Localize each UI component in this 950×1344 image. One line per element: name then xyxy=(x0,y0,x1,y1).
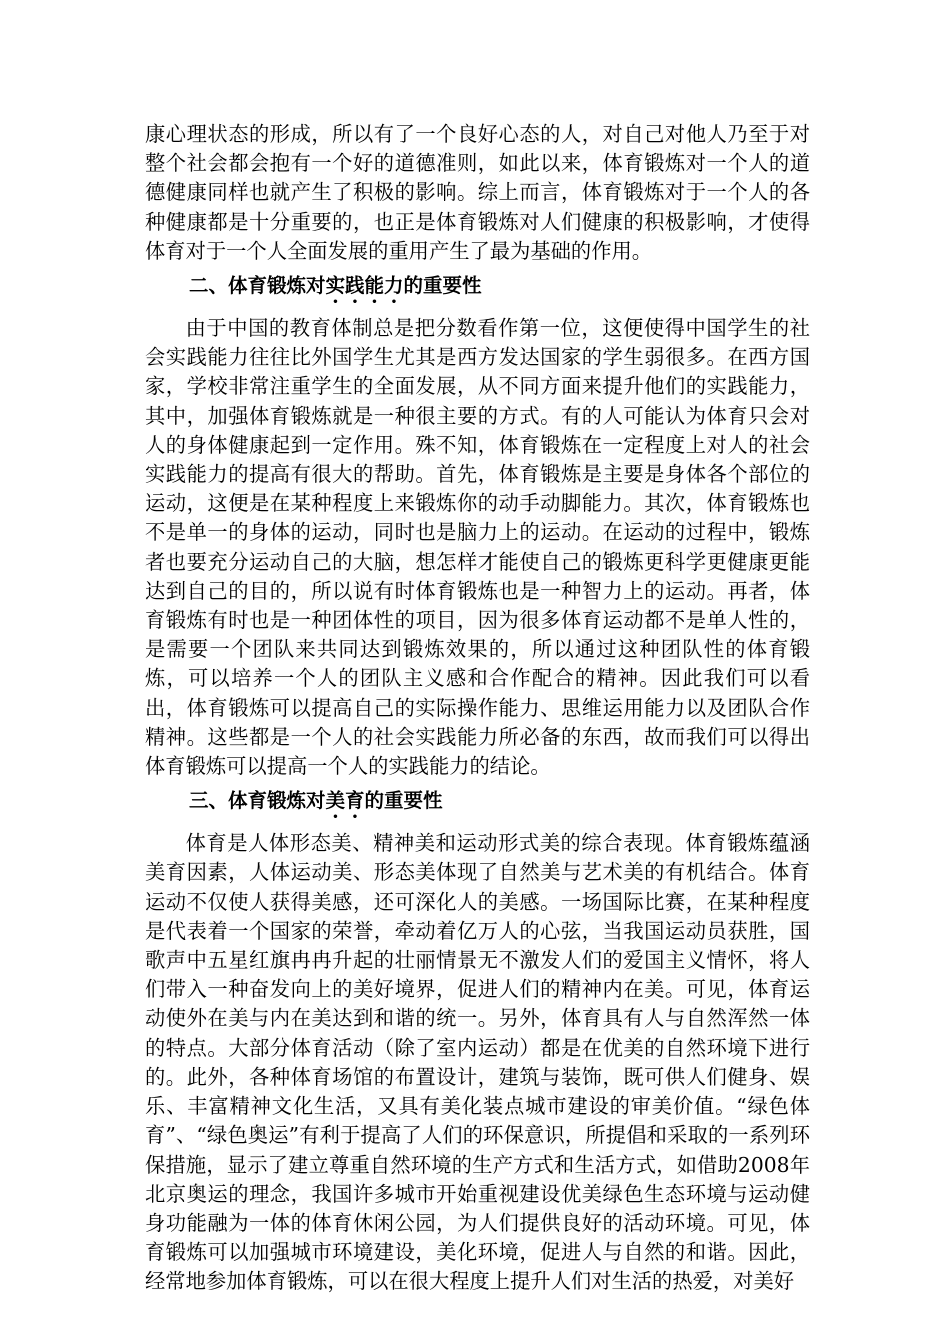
section-heading-aesthetics xyxy=(145,781,810,829)
paragraph-moral-health: 康心理状态的形成，所以有了一个良好心态的人，对自己对他人乃至于对整个社会都会抱有一个好的道德准则，如此以来，体育锻炼对一个人的道德健康同样也就产生了积极的影响。综上而言，体育锻炼对于一个人的各种健康都是十分重要的，也正是体育锻炼对人们健康的积极影响，才使得体育对于一个人全面发展的重用产生了最为基础的作用。 xyxy=(145,122,810,263)
paragraph-aesthetics: 体育是人体形态美、精神美和运动形式美的综合表现。体育锻炼蕴涵美育因素，人体运动美、形态美体现了自然美与艺术美的有机结合。体育运动不仅使人获得美感，还可深化人的美感。一场国际比赛，在某种程度是代表着一个国家的荣誉，牵动着亿万人的心弦，当我国运动员获胜，国歌声中五星红旗冉冉升起的壮丽情景无不激发人们的爱国主义情怀，将人们带入一种奋发向上的美好境界，促进人们的精神内在美。可见，体育运动使外在美与内在美达到和谐的统一。另外，体育具有人与自然浑然一体的特点。大部分体育活动（除了室内运动）都是在优美的自然环境下进行的。此外，各种体育场馆的布置设计，建筑与装饰，既可供人们健身、娱乐、丰富精神文化生活，又具有美化装点城市建设的审美价值。“绿色体育”、“绿色奥运”有利于提高了人们的环保意识，所提倡和采取的一系列环保措施，显示了建立尊重自然环境的生产方式和生活方式，如借助2008年北京奥运的理念，我国许多城市开始重视建设优美绿色生态环境与运动健身功能融为一体的体育休闲公园，为人们提供良好的活动环境。可见，体育锻炼可以加强城市环境建设，美化环境，促进人与自然的和谐。因此，经常地参加体育锻炼，可以在很大程度上提升人们对生活的热爱，对美好 xyxy=(145,831,810,1294)
heading-emphasis: 美育 xyxy=(325,789,365,813)
heading-prefix: 三、体育锻炼对 xyxy=(189,789,326,813)
section-heading-practice xyxy=(145,266,810,314)
heading-suffix: 的重要性 xyxy=(364,789,443,813)
heading-emphasis: 实践能力 xyxy=(325,274,404,298)
heading-prefix: 二、体育锻炼对 xyxy=(189,274,326,298)
document-page xyxy=(145,120,810,1297)
paragraph-practice: 由于中国的教育体制总是把分数看作第一位，这便使得中国学生的社会实践能力往往比外国学生尤其是西方发达国家的学生弱很多。在西方国家，学校非常注重学生的全面发展，从不同方面来提升他们的实践能力，其中，加强体育锻炼就是一种很主要的方式。有的人可能认为体育只会对人的身体健康起到一定作用。殊不知，体育锻炼在一定程度上对人的社会实践能力的提高有很大的帮助。首先，体育锻炼是主要是身体各个部位的运动，这便是在某种程度上来锻炼你的动手动脚能力。其次，体育锻炼也不是单一的身体的运动，同时也是脑力上的运动。在运动的过程中，锻炼者也要充分运动自己的大脑，想怎样才能使自己的锻炼更科学更健康更能达到自己的目的，所以说有时体育锻炼也是一种智力上的运动。再者，体育锻炼有时也是一种团体性的项目，因为很多体育运动都不是单人性的，是需要一个团队来共同达到锻炼效果的，所以通过这种团队性的体育锻炼，可以培养一个人的团队主义感和合作配合的精神。因此我们可以看出，体育锻炼可以提高自己的实际操作能力、思维运用能力以及团队合作精神。这些都是一个人的社会实践能力所必备的东西，故而我们可以得出体育锻炼可以提高一个人的实践能力的结论。 xyxy=(145,316,810,779)
heading-suffix: 的重要性 xyxy=(403,274,482,298)
